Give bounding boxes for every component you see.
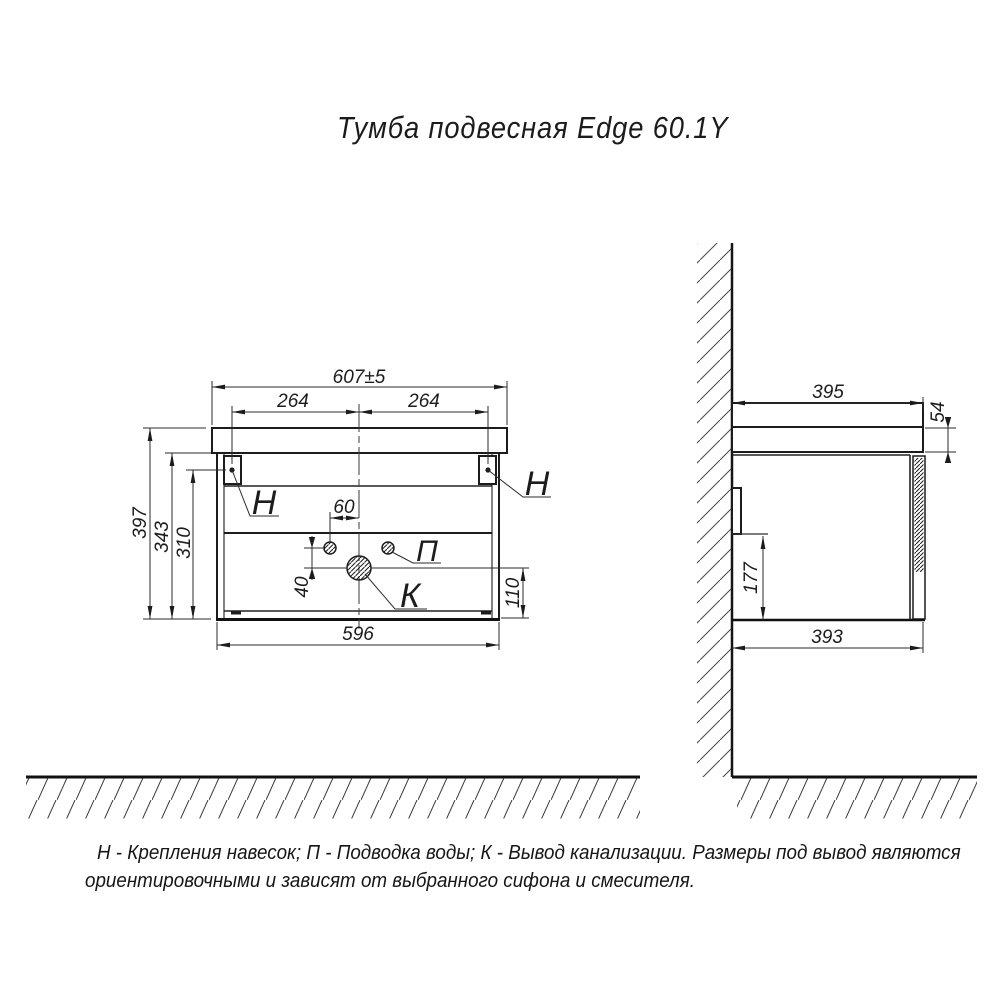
dim-bracket-height: 310	[174, 527, 195, 559]
dim-body-width: 596	[342, 624, 374, 645]
dim-body-depth: 393	[811, 627, 843, 648]
dim-right-spacing: 264	[408, 391, 440, 412]
side-countertop	[732, 403, 923, 427]
label-water-supply: П	[416, 535, 438, 568]
side-door-hatch	[915, 458, 924, 572]
dim-drain-drop: 40	[292, 576, 313, 598]
side-back-step	[732, 488, 741, 534]
dim-overall-width: 607±5	[332, 367, 386, 388]
floor-hatch-right	[737, 779, 977, 819]
dim-overall-height: 397	[130, 507, 151, 539]
front-foot-right	[481, 611, 491, 615]
side-apron	[732, 427, 923, 452]
page-title: Тумба подвесная Edge 60.1Y	[337, 110, 729, 145]
dim-body-height: 343	[152, 521, 173, 553]
label-drain: К	[399, 577, 421, 615]
label-hanger-left: Н	[251, 484, 277, 522]
dim-back-clearance: 177	[741, 562, 762, 594]
water-hole-left	[324, 542, 336, 554]
front-body	[217, 453, 499, 619]
dim-top-depth: 395	[812, 382, 844, 403]
wall	[697, 243, 732, 777]
label-hanger-right: Н	[524, 465, 550, 503]
legend-note-line2: ориентировочными и зависят от выбранного сифона и смесителя.	[85, 870, 695, 892]
legend-note-line1: Н - Крепления навесок; П - Подводка воды; К - Вывод канализации. Размеры под вывод являются	[97, 842, 961, 864]
floor-hatch-left	[26, 779, 640, 819]
dim-water-offset: 60	[333, 497, 355, 518]
dim-drain-height: 110	[503, 577, 524, 609]
wall-hatch	[697, 243, 732, 777]
floor	[26, 777, 977, 819]
dim-top-thickness: 54	[928, 401, 949, 423]
front-foot-left	[231, 611, 241, 615]
dim-left-spacing: 264	[277, 391, 309, 412]
